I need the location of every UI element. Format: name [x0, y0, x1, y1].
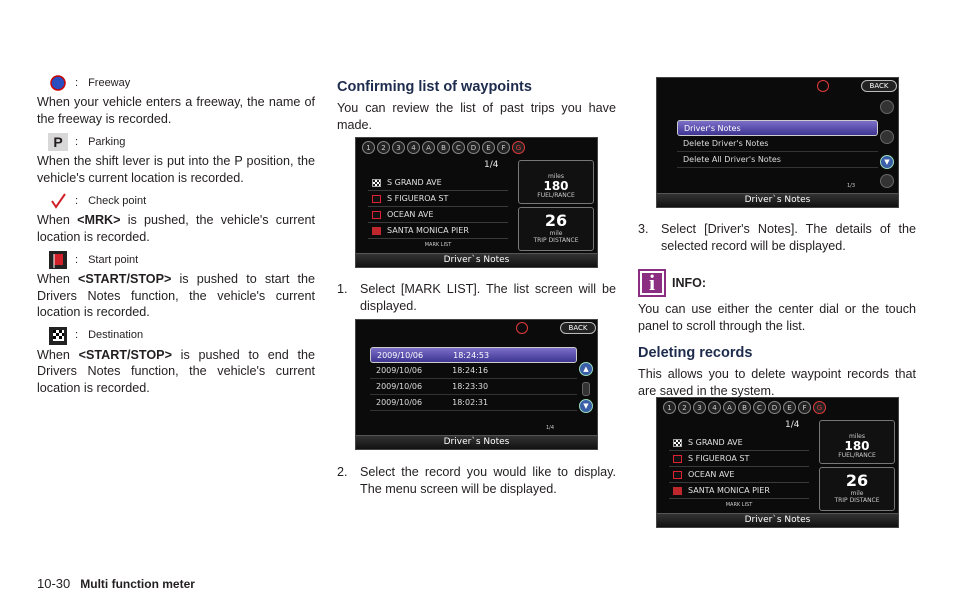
record-list-screen: [355, 319, 598, 450]
page-indicator: 1/4: [785, 420, 800, 430]
menu-item-delete-notes[interactable]: Delete Driver's Notes: [677, 136, 878, 152]
back-button[interactable]: BACK: [861, 80, 897, 92]
screen-title-bar: Driver`s Notes: [657, 193, 898, 207]
step1-text: Select [MARK LIST]. The list screen will be displayed.: [360, 282, 616, 313]
checkmark-icon: [372, 195, 381, 203]
legend-parking: P : Parking: [37, 131, 315, 153]
list-item[interactable]: SANTA MONICA PIER: [368, 223, 508, 239]
page-indicator: 1/4: [546, 425, 555, 431]
list-item[interactable]: S GRAND AVE: [368, 175, 508, 191]
record-indicator-icon: [516, 322, 528, 334]
tab[interactable]: B: [437, 141, 450, 154]
step1-block: 1. Select [MARK LIST]. The list screen will be displayed.: [337, 282, 616, 313]
info-heading: [638, 269, 916, 297]
tab-row: [362, 141, 525, 154]
page-number: 10-30: [37, 576, 71, 591]
column-middle: [337, 78, 616, 137]
fuel-range-gauge: miles 180 FUEL/RANCE: [819, 420, 895, 464]
screen-title-bar: Driver`s Notes: [356, 253, 597, 267]
start-flag-icon: [372, 227, 381, 235]
delete-screen: [656, 397, 899, 528]
mark-list-label[interactable]: MARK LIST: [424, 242, 452, 248]
freeway-description: When your vehicle enters a freeway, the name of the freeway is recorded.: [37, 95, 315, 126]
legend-freeway: [37, 72, 315, 94]
mark-screen: [355, 137, 598, 268]
section-name: Multi function meter: [80, 577, 195, 591]
tab-active[interactable]: G: [813, 401, 826, 414]
checkered-flag-icon: [372, 179, 381, 187]
page-footer: [37, 576, 195, 591]
screen-title-bar: Driver`s Notes: [356, 435, 597, 449]
checkered-flag-icon: [47, 326, 69, 346]
list-item[interactable]: SANTA MONICA PIER: [669, 483, 809, 499]
legend-start: : Start point: [37, 249, 315, 271]
legend-label: Check point: [88, 194, 147, 207]
waypoint-list: [669, 435, 809, 508]
tab[interactable]: 1: [663, 401, 676, 414]
list-item[interactable]: 2009/10/06 18:23:30: [370, 379, 577, 395]
list-item[interactable]: S FIGUEROA ST: [368, 191, 508, 207]
tab[interactable]: F: [798, 401, 811, 414]
legend-label: Freeway: [88, 76, 131, 89]
column-left: [37, 72, 315, 400]
step3-text: Select [Driver's Notes]. The details of the selected record will be displayed.: [661, 222, 916, 253]
step2-text: Select the record you would like to display. The menu screen will be displayed.: [360, 465, 616, 496]
step2-block: 2. Select the record you would like to display. The menu screen will be displayed.: [337, 465, 616, 496]
start-flag-icon: [673, 487, 682, 495]
start-description: When <START/STOP> is pushed to start the Drivers Notes function, the vehicle's current location is recorded.: [37, 272, 315, 319]
page-indicator: 1/3: [847, 183, 856, 189]
info-icon: i: [638, 269, 666, 297]
list-item[interactable]: OCEAN AVE: [368, 207, 508, 223]
tab[interactable]: 3: [693, 401, 706, 414]
info-label: INFO:: [672, 275, 707, 290]
intro-text: You can review the list of past trips you have made.: [337, 101, 616, 132]
list-item[interactable]: 2009/10/06 18:24:53: [370, 347, 577, 363]
parking-description: When the shift lever is put into the P position, the vehicle's current location is recorded.: [37, 154, 315, 185]
tab[interactable]: F: [497, 141, 510, 154]
tab[interactable]: C: [452, 141, 465, 154]
scroll-up-button[interactable]: ▲: [579, 362, 593, 376]
tab[interactable]: 4: [407, 141, 420, 154]
tab[interactable]: 3: [392, 141, 405, 154]
info-text: You can use either the center dial or the touch panel to scroll through the list.: [638, 302, 916, 333]
tab[interactable]: D: [768, 401, 781, 414]
scrollbar[interactable]: [582, 382, 590, 396]
back-button[interactable]: BACK: [560, 322, 596, 334]
checkmark-icon: [673, 471, 682, 479]
list-item[interactable]: S GRAND AVE: [669, 435, 809, 451]
trip-distance-gauge: 26 mile TRIP DISTANCE: [518, 207, 594, 251]
tab[interactable]: E: [783, 401, 796, 414]
record-list: [370, 347, 577, 411]
menu-item-drivers-notes[interactable]: Driver's Notes: [677, 120, 878, 136]
column-right: 3. Select [Driver's Notes]. The details of the selected record will be displayed. i INFO: You can use either the center dial or the touch panel to scroll through the list. Deleting records This allows you to delete waypoint records that are saved in the system.: [638, 222, 916, 398]
delete-text: This allows you to delete waypoint records that are saved in the system.: [638, 367, 916, 398]
page-indicator: 1/4: [484, 160, 499, 170]
list-item[interactable]: OCEAN AVE: [669, 467, 809, 483]
fuel-range-gauge: miles 180 FUEL/RANCE: [518, 160, 594, 204]
tab[interactable]: C: [753, 401, 766, 414]
list-item[interactable]: S FIGUEROA ST: [669, 451, 809, 467]
notes-menu-screen: [656, 77, 899, 208]
checkered-flag-icon: [673, 439, 682, 447]
screen-title-bar: Driver`s Notes: [657, 513, 898, 527]
tab[interactable]: 4: [708, 401, 721, 414]
trip-distance-gauge: 26 mile TRIP DISTANCE: [819, 467, 895, 511]
scroll-up-button[interactable]: [880, 100, 894, 114]
scroll-down-button[interactable]: ▼: [880, 155, 894, 169]
colon: :: [75, 76, 79, 89]
section-heading-delete: Deleting records: [638, 345, 753, 361]
freeway-icon: [47, 73, 69, 93]
tab[interactable]: B: [738, 401, 751, 414]
scroll-down-button[interactable]: ▼: [579, 399, 593, 413]
tab[interactable]: 2: [377, 141, 390, 154]
notes-menu: [677, 120, 878, 168]
tab[interactable]: 2: [678, 401, 691, 414]
tab-active[interactable]: G: [512, 141, 525, 154]
checkmark-icon: [47, 191, 69, 211]
legend-label: Parking: [88, 135, 126, 148]
menu-item-delete-all[interactable]: Delete All Driver's Notes: [677, 152, 878, 168]
mark-list-label[interactable]: MARK LIST: [725, 502, 753, 508]
list-item[interactable]: 2009/10/06 18:24:16: [370, 363, 577, 379]
start-flag-icon: [47, 250, 69, 270]
checkpoint-description: When <MRK> is pushed, the vehicle's current location is recorded.: [37, 213, 316, 244]
tab[interactable]: D: [467, 141, 480, 154]
legend-label: Start point: [88, 253, 139, 266]
legend-destination: : Destination: [37, 325, 315, 347]
legend-checkpoint: : Check point: [37, 190, 315, 212]
scroll-bottom-button[interactable]: [880, 174, 894, 188]
destination-description: When <START/STOP> is pushed to end the Drivers Notes function, the vehicle's current location is recorded.: [37, 347, 315, 395]
tab[interactable]: 1: [362, 141, 375, 154]
legend-label: Destination: [88, 329, 144, 342]
checkmark-icon: [673, 455, 682, 463]
scroll-mid-button[interactable]: [880, 130, 894, 144]
tab[interactable]: A: [723, 401, 736, 414]
tab[interactable]: E: [482, 141, 495, 154]
list-item[interactable]: 2009/10/06 18:02:31: [370, 395, 577, 411]
checkmark-icon: [372, 211, 381, 219]
parking-icon: P: [47, 132, 69, 152]
tab[interactable]: A: [422, 141, 435, 154]
section-heading: Confirming list of waypoints: [337, 79, 532, 95]
record-indicator-icon: [817, 80, 829, 92]
waypoint-list: [368, 175, 508, 248]
tab-row: [663, 401, 826, 414]
